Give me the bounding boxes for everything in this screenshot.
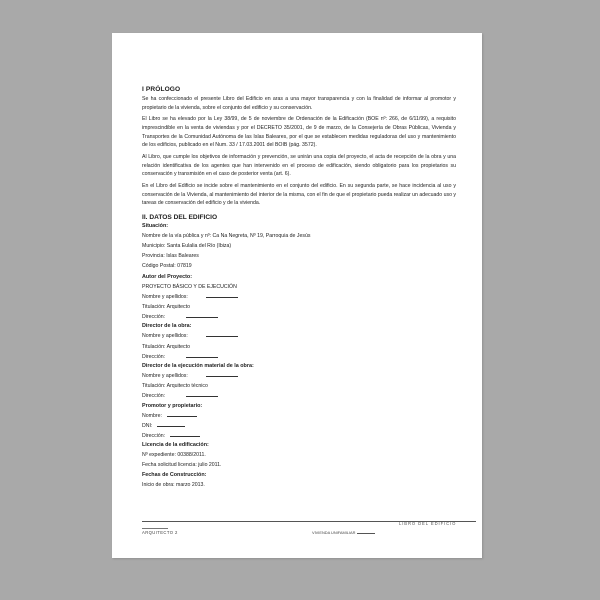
situacion-municipio: Municipio: Santa Eulalia del Río (Ibiza)	[142, 242, 232, 249]
promotor-nombre-blank	[167, 415, 197, 417]
situacion-via: Nombre de la vía pública y nº: Ca Na Negreta, Nº 19, Parroquia de Jesús	[142, 232, 311, 239]
promotor-direccion-blank	[170, 435, 200, 437]
director-obra-nombre-blank	[206, 335, 238, 337]
director-obra-nombre-label: Nombre y apellidos:	[142, 333, 188, 340]
promotor-nombre-row	[142, 411, 456, 421]
situacion-provincia: Provincia: Islas Baleares	[142, 253, 199, 260]
director-ejecucion-direccion-blank	[186, 395, 218, 397]
fechas-label: Fechas de Construcción:	[142, 471, 207, 478]
autor-direccion-row	[142, 312, 456, 322]
promotor-label: Promotor y propietario:	[142, 402, 203, 409]
footer-middle-text: VIVIENDA UNIFAMILIAR	[312, 530, 356, 535]
paragraph: El Libro se ha elevado por la Ley 38/99, de 5 de noviembre de Ordenación de la Edificación (BOE nº: 266, de 6/11/99), a requisito imprescindible en la venta de viviendas y por el DECRETO 35/2001, de 9 de marzo, de la Consejería de Obras Públicas, Vivienda y Transportes de la Comunidad Autónoma de las Islas Baleares, por el que se establecen medidas reguladoras del uso y mantenimiento de los edificios, publicado en el Num. 33 / 17.03.2001 del BOIB (pág. 3572).	[142, 116, 456, 149]
promotor-nombre-label: Nombre:	[142, 412, 162, 419]
promotor-direccion-label: Dirección:	[142, 432, 166, 439]
autor-nombre-label: Nombre y apellidos:	[142, 293, 188, 300]
promotor-direccion-row	[142, 431, 456, 441]
footer-middle-blank	[357, 533, 375, 534]
autor-label: Autor del Proyecto:	[142, 273, 193, 280]
autor-direccion-label: Dirección:	[142, 314, 166, 321]
footer-right-text: LIBRO DEL EDIFICIO	[399, 521, 457, 526]
fechas-inicio: Inicio de obra: marzo 2013.	[142, 481, 205, 488]
director-obra-direccion-label: Dirección:	[142, 353, 166, 360]
director-ejecucion-nombre-blank	[206, 375, 238, 377]
director-ejecucion-direccion-row	[142, 391, 456, 401]
autor-direccion-blank	[186, 316, 218, 318]
footer-middle	[312, 530, 375, 535]
situacion-label: Situación:	[142, 222, 169, 229]
document-content	[142, 85, 456, 490]
document-page	[112, 33, 482, 558]
situacion-codigo-postal: Código Postal: 07819	[142, 263, 192, 270]
licencia-fecha: Fecha solicitud licencia: julio 2011.	[142, 462, 222, 469]
autor-nombre-row	[142, 292, 456, 302]
licencia-expediente: Nº expediente: 00388/2011.	[142, 452, 206, 459]
promotor-dni-blank	[157, 425, 185, 427]
promotor-dni-row	[142, 421, 456, 431]
paragraph: Al Libro, que cumple los objetivos de información y prevención, se unirán una copia del proyecto, el acta de recepción de la obra y una relación identificativa de los agentes que han intervenido en el proceso de edificación, siendo obligatorio para los propietarios su conservación y transmisión en el caso de posterior venta (art. 6).	[142, 153, 456, 178]
director-ejecucion-nombre-label: Nombre y apellidos:	[142, 372, 188, 379]
director-ejecucion-nombre-row	[142, 371, 456, 381]
promotor-dni-label: DNI:	[142, 422, 153, 429]
licencia-label: Licencia de la edificación:	[142, 442, 209, 449]
paragraph: Se ha confeccionado el presente Libro del Edificio en aras a una mayor transparencia y con la finalidad de informar al promotor y propietario de la vivienda, sobre el conjunto del edificio y su conservación.	[142, 96, 456, 111]
director-obra-direccion-blank	[186, 356, 218, 358]
footer-left-text: ARQUITECTO 2	[142, 530, 178, 535]
section-title-datos: II. DATOS DEL EDIFICIO	[142, 213, 218, 221]
director-obra-direccion-row	[142, 352, 456, 362]
director-ejecucion-direccion-label: Dirección:	[142, 393, 166, 400]
footer-short-divider	[142, 528, 168, 529]
director-ejecucion-label: Director de la ejecución material de la obra:	[142, 362, 254, 369]
section-title-prologo: I PRÓLOGO	[142, 86, 181, 93]
director-obra-nombre-row	[142, 331, 456, 341]
director-obra-titulacion: Titulación: Arquitecto	[142, 343, 190, 350]
autor-tipo: PROYECTO BÁSICO Y DE EJECUCIÓN	[142, 283, 237, 290]
autor-titulacion: Titulación: Arquitecto	[142, 303, 190, 310]
director-obra-label: Director de la obra:	[142, 323, 192, 330]
director-ejecucion-titulacion: Titulación: Arquitecto técnico	[142, 383, 208, 390]
paragraph: En el Libro del Edificio se incide sobre el mantenimiento en el conjunto del edificio. En su segunda parte, se hace incidencia al uso y conservación de la Vivienda, al mantenimiento del interior de la misma, con el fin de que el propietario pueda realizar un adecuado uso y tareas de conservación del edificio y de la vivienda.	[142, 182, 456, 207]
autor-nombre-blank	[206, 296, 238, 298]
